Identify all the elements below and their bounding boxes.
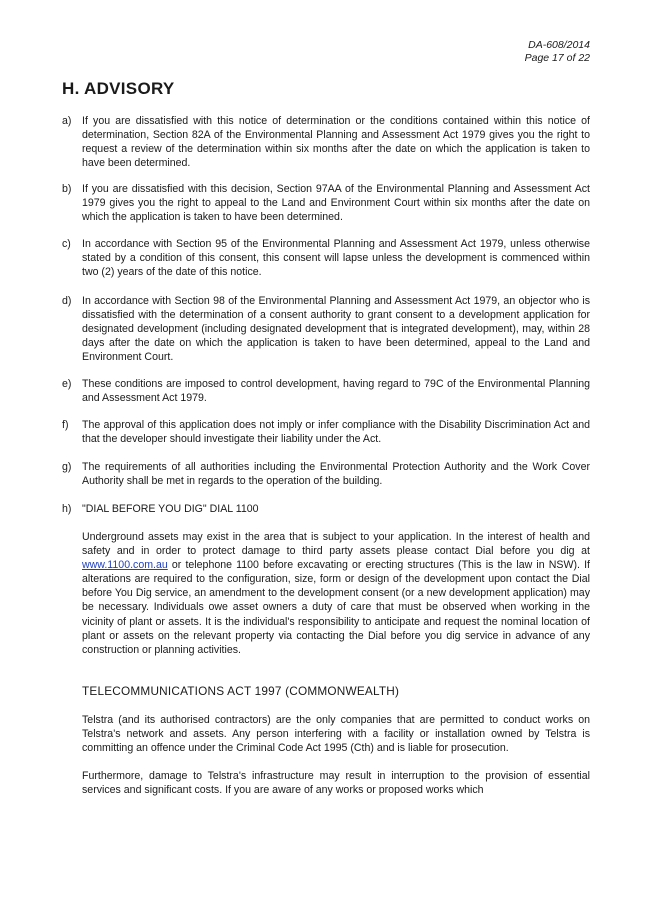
page-number: Page 17 of 22 xyxy=(524,51,590,64)
advisory-item-f xyxy=(62,418,590,446)
advisory-item-g xyxy=(62,460,590,488)
advisory-item-h xyxy=(62,502,590,516)
item-text: If you are dissatisfied with this decision, Section 97AA of the Environmental Planning and Assessment Act 1979 gives you the right to appeal to the Land and Environment Court within six months after the date on which the application is taken to have been determined. xyxy=(82,183,590,224)
dial-before-you-dig-link[interactable]: www.1100.com.au xyxy=(82,559,168,572)
advisory-item-e xyxy=(62,377,590,405)
item-letter: g) xyxy=(62,461,72,473)
telecommunications-heading: TELECOMMUNICATIONS ACT 1997 (COMMONWEALTH) xyxy=(82,684,400,698)
item-letter: e) xyxy=(62,378,72,390)
section-title: H. ADVISORY xyxy=(62,79,175,98)
item-text: In accordance with Section 98 of the Environmental Planning and Assessment Act 1979, an objector who is dissatisfied with the determination of a consent authority to grant consent to a development application for designated development (including designated development that is integrated development), may, within 28 days after the date on which the application is taken to have been determined, appeal to the Land and Environment Court. xyxy=(82,295,590,364)
item-text: The requirements of all authorities including the Environmental Protection Authority and the Work Cover Authority shall be met in regards to the operation of the building. xyxy=(82,461,590,488)
advisory-item-d xyxy=(62,294,590,364)
dial-text-after-link: or telephone 1100 before excavating or erecting structures (This is the law in NSW). If alterations are required to the configuration, size, form or design of the development upon contact the Dial before You Dig service, an amendment to the development consent (or a new development application) may be necessary. Individuals owe asset owners a duty of care that must be observed when working in the vicinity of plant or assets. It is the individual's responsibility to anticipate and request the nominal location of plant or assets on the relevant property via contacting the Dial before you dig service in advance of any construction or planning activities. xyxy=(82,559,590,656)
item-text: If you are dissatisfied with this notice of determination or the conditions contained within this notice of determination, Section 82A of the Environmental Planning and Assessment Act 1979 gives you the right to request a review of the determination within six months after the date on which the application is taken to have been determined. xyxy=(82,115,590,170)
item-letter: f) xyxy=(62,419,69,431)
item-text: These conditions are imposed to control development, having regard to 79C of the Environmental Planning and Assessment Act 1979. xyxy=(82,378,590,405)
item-text: The approval of this application does not imply or infer compliance with the Disability Discrimination Act and that the developer should investigate their liability under the Act. xyxy=(82,419,590,446)
advisory-item-a xyxy=(62,114,590,170)
item-letter: a) xyxy=(62,115,72,127)
advisory-item-c xyxy=(62,237,590,279)
advisory-item-b xyxy=(62,182,590,224)
dial-text-before-link: Underground assets may exist in the area that is subject to your application. In the interest of health and safety and in order to protect damage to third party assets please contact Dial before you dig at xyxy=(82,531,590,558)
item-letter: d) xyxy=(62,295,72,307)
telstra-paragraph-1: Telstra (and its authorised contractors) are the only companies that are permitted to conduct works on Telstra's network and assets. Any person interfering with a facility or installation owned by Telstra is committing an offence under the Criminal Code Act 1995 (Cth) and is liable for prosecution. xyxy=(82,714,590,755)
telstra-paragraph-2: Furthermore, damage to Telstra's infrastructure may result in interruption to the provision of essential services and significant costs. If you are aware of any works or proposed works which xyxy=(82,770,590,797)
document-reference: DA-608/2014 xyxy=(528,39,590,51)
item-text: In accordance with Section 95 of the Environmental Planning and Assessment Act 1979, unless otherwise stated by a condition of this consent, this consent will lapse unless the development is commenced within two (2) years of the date of this notice. xyxy=(82,238,590,279)
page-header xyxy=(525,39,590,64)
item-letter: h) xyxy=(62,503,72,515)
dial-before-you-dig-paragraph xyxy=(82,530,590,657)
item-text: "DIAL BEFORE YOU DIG" DIAL 1100 xyxy=(82,503,259,515)
item-letter: b) xyxy=(62,183,72,195)
item-letter: c) xyxy=(62,238,71,250)
